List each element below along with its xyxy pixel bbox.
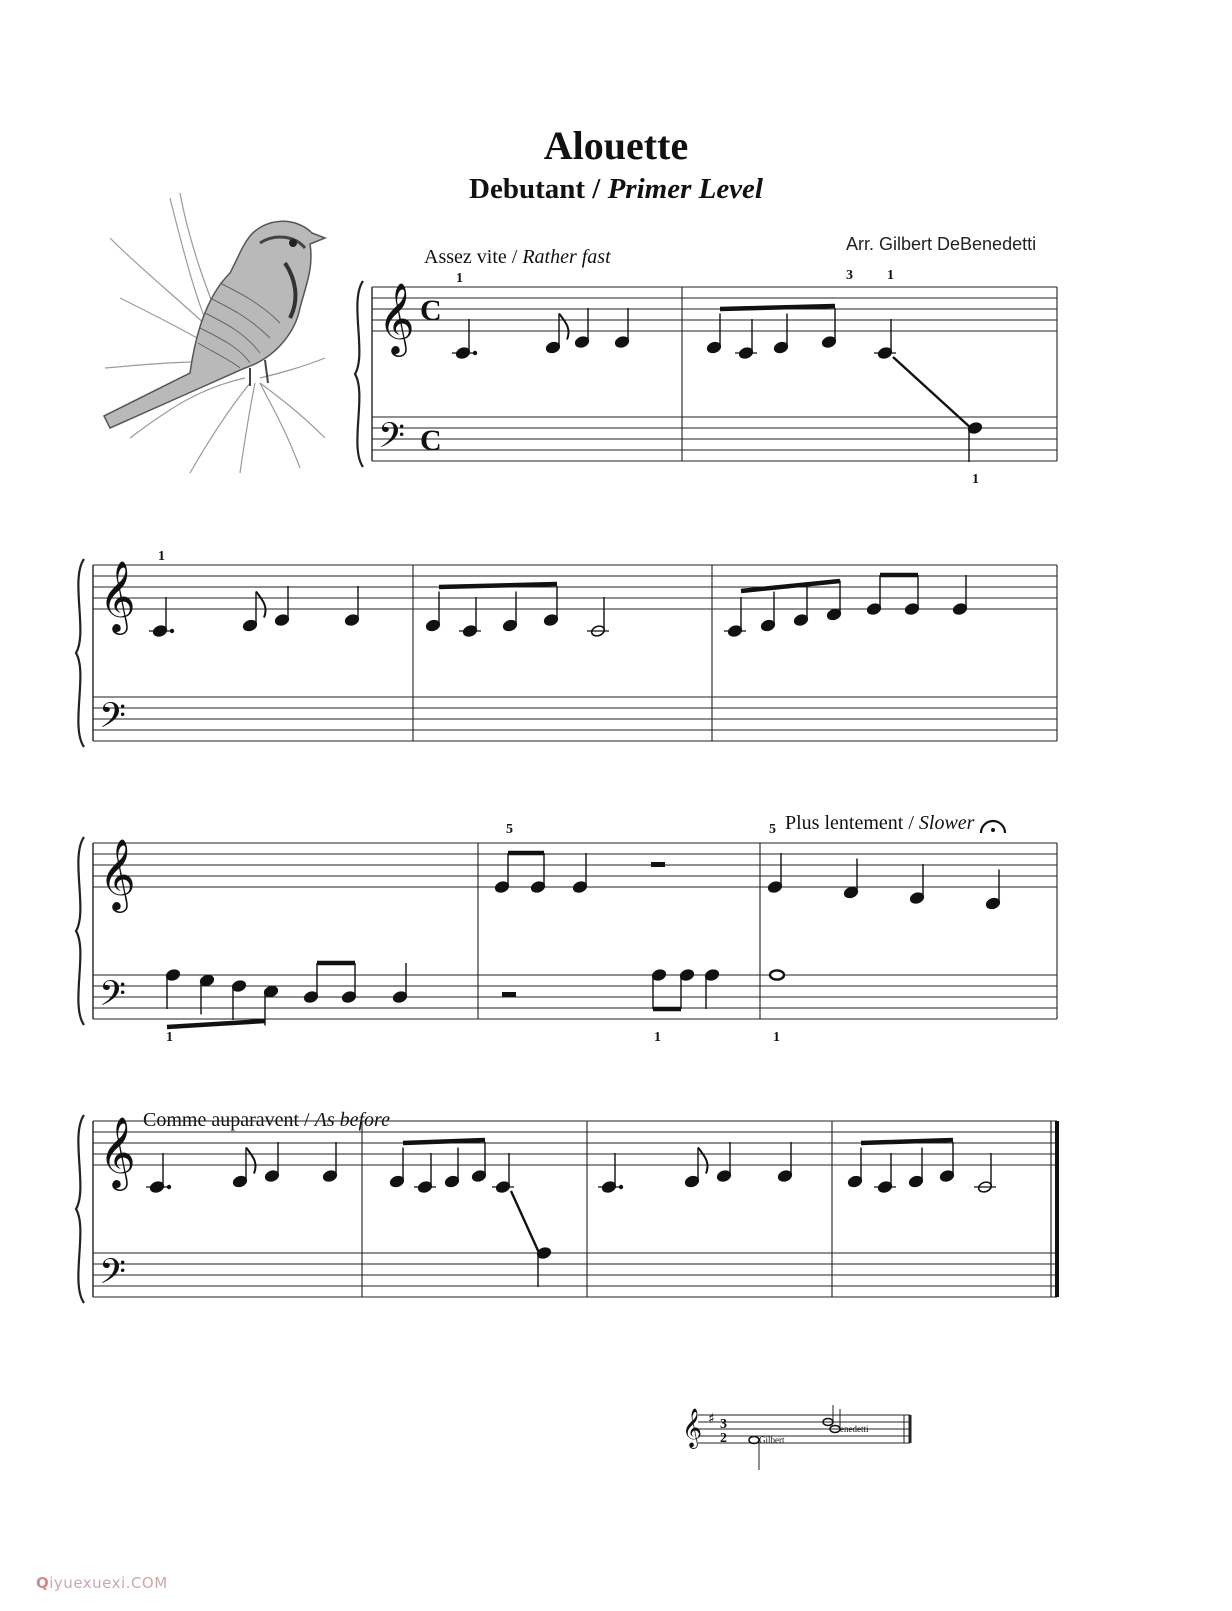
tempo-1-plain: Assez vite / bbox=[424, 246, 523, 268]
page-title: Alouette bbox=[543, 123, 689, 168]
signature-sharp: ♯ bbox=[708, 1411, 715, 1427]
system-2-bass-clef: 𝄢 bbox=[99, 695, 127, 744]
s1-beam bbox=[720, 306, 835, 309]
tempo-2-italic: Slower bbox=[918, 812, 975, 834]
s3-treble-half-rest bbox=[651, 862, 665, 867]
s4-cross-staff-line bbox=[511, 1191, 540, 1255]
s4-beam bbox=[861, 1140, 953, 1143]
s1-note-d4-eighth-flag bbox=[559, 314, 569, 340]
watermark-logo-letter: Q bbox=[36, 1574, 50, 1592]
system-1-bass-time-signature: C bbox=[420, 424, 442, 457]
tempo-3-italic: As before bbox=[314, 1109, 390, 1131]
s4-beam bbox=[403, 1140, 485, 1143]
system-1-treble-time-signature: C bbox=[420, 294, 442, 327]
system-4-bass-clef: 𝄢 bbox=[99, 1251, 127, 1300]
s3-fingering: 5 bbox=[769, 822, 776, 837]
s3-bass-fingering: 1 bbox=[166, 1030, 173, 1045]
s2-fingering: 1 bbox=[158, 549, 165, 564]
system-4-treble-clef: 𝄞 bbox=[99, 1115, 136, 1188]
arranger-credit: Arr. Gilbert DeBenedetti bbox=[846, 234, 1037, 254]
s3-fingering: 5 bbox=[506, 822, 513, 837]
s1-fingering: 1 bbox=[887, 268, 894, 283]
s3-bass-fingering: 1 bbox=[654, 1030, 661, 1045]
site-watermark bbox=[36, 1574, 168, 1592]
system-3-treble-clef: 𝄞 bbox=[99, 837, 136, 910]
s2-beam bbox=[741, 581, 840, 591]
system-3-brace bbox=[76, 837, 84, 1025]
s1-fingering: 1 bbox=[456, 271, 463, 286]
tempo-2-plain: Plus lentement / bbox=[785, 812, 919, 834]
s2-note-d4-eighth-flag bbox=[256, 592, 266, 618]
signature-word-2: enedetti bbox=[840, 1424, 869, 1434]
system-2-brace bbox=[76, 559, 84, 747]
system-1-bass-clef: 𝄢 bbox=[378, 415, 406, 464]
signature-time-bottom: 2 bbox=[720, 1431, 727, 1446]
system-4-brace bbox=[76, 1115, 84, 1303]
signature-word-1: Gilbert bbox=[759, 1435, 785, 1445]
composer-signature bbox=[678, 1405, 928, 1475]
s1-fingering: 3 bbox=[846, 268, 853, 283]
system-2-treble-clef: 𝄞 bbox=[99, 559, 136, 632]
system-1-brace bbox=[355, 281, 363, 467]
s3-bass-half-rest bbox=[502, 992, 516, 997]
signature-treble-clef: 𝄞 bbox=[682, 1408, 703, 1448]
signature-time-top: 3 bbox=[720, 1417, 727, 1432]
s4-note-d4-eighth-flag bbox=[246, 1148, 256, 1174]
system-1-treble-clef: 𝄞 bbox=[378, 281, 415, 354]
s3-fermata-dot bbox=[991, 828, 995, 832]
s3-bass-beam bbox=[167, 1021, 265, 1027]
s3-bass-fingering: 1 bbox=[773, 1030, 780, 1045]
subtitle-italic: Primer Level bbox=[607, 173, 763, 205]
s3-bass-whole-note bbox=[770, 970, 784, 979]
s4-note-d4-eighth-flag bbox=[698, 1148, 708, 1174]
s2-beam bbox=[439, 584, 557, 587]
tempo-3-plain: Comme auparavent / bbox=[143, 1109, 315, 1131]
signature-note-1 bbox=[749, 1437, 759, 1444]
watermark-text: iyuexuexi.COM bbox=[49, 1574, 168, 1592]
system-3-bass-clef: 𝄢 bbox=[99, 973, 127, 1022]
tempo-1-italic: Rather fast bbox=[522, 246, 611, 268]
s1-cross-staff-line bbox=[893, 357, 972, 429]
s1-bass-fingering: 1 bbox=[972, 472, 979, 487]
subtitle-plain: Debutant / bbox=[469, 173, 608, 205]
